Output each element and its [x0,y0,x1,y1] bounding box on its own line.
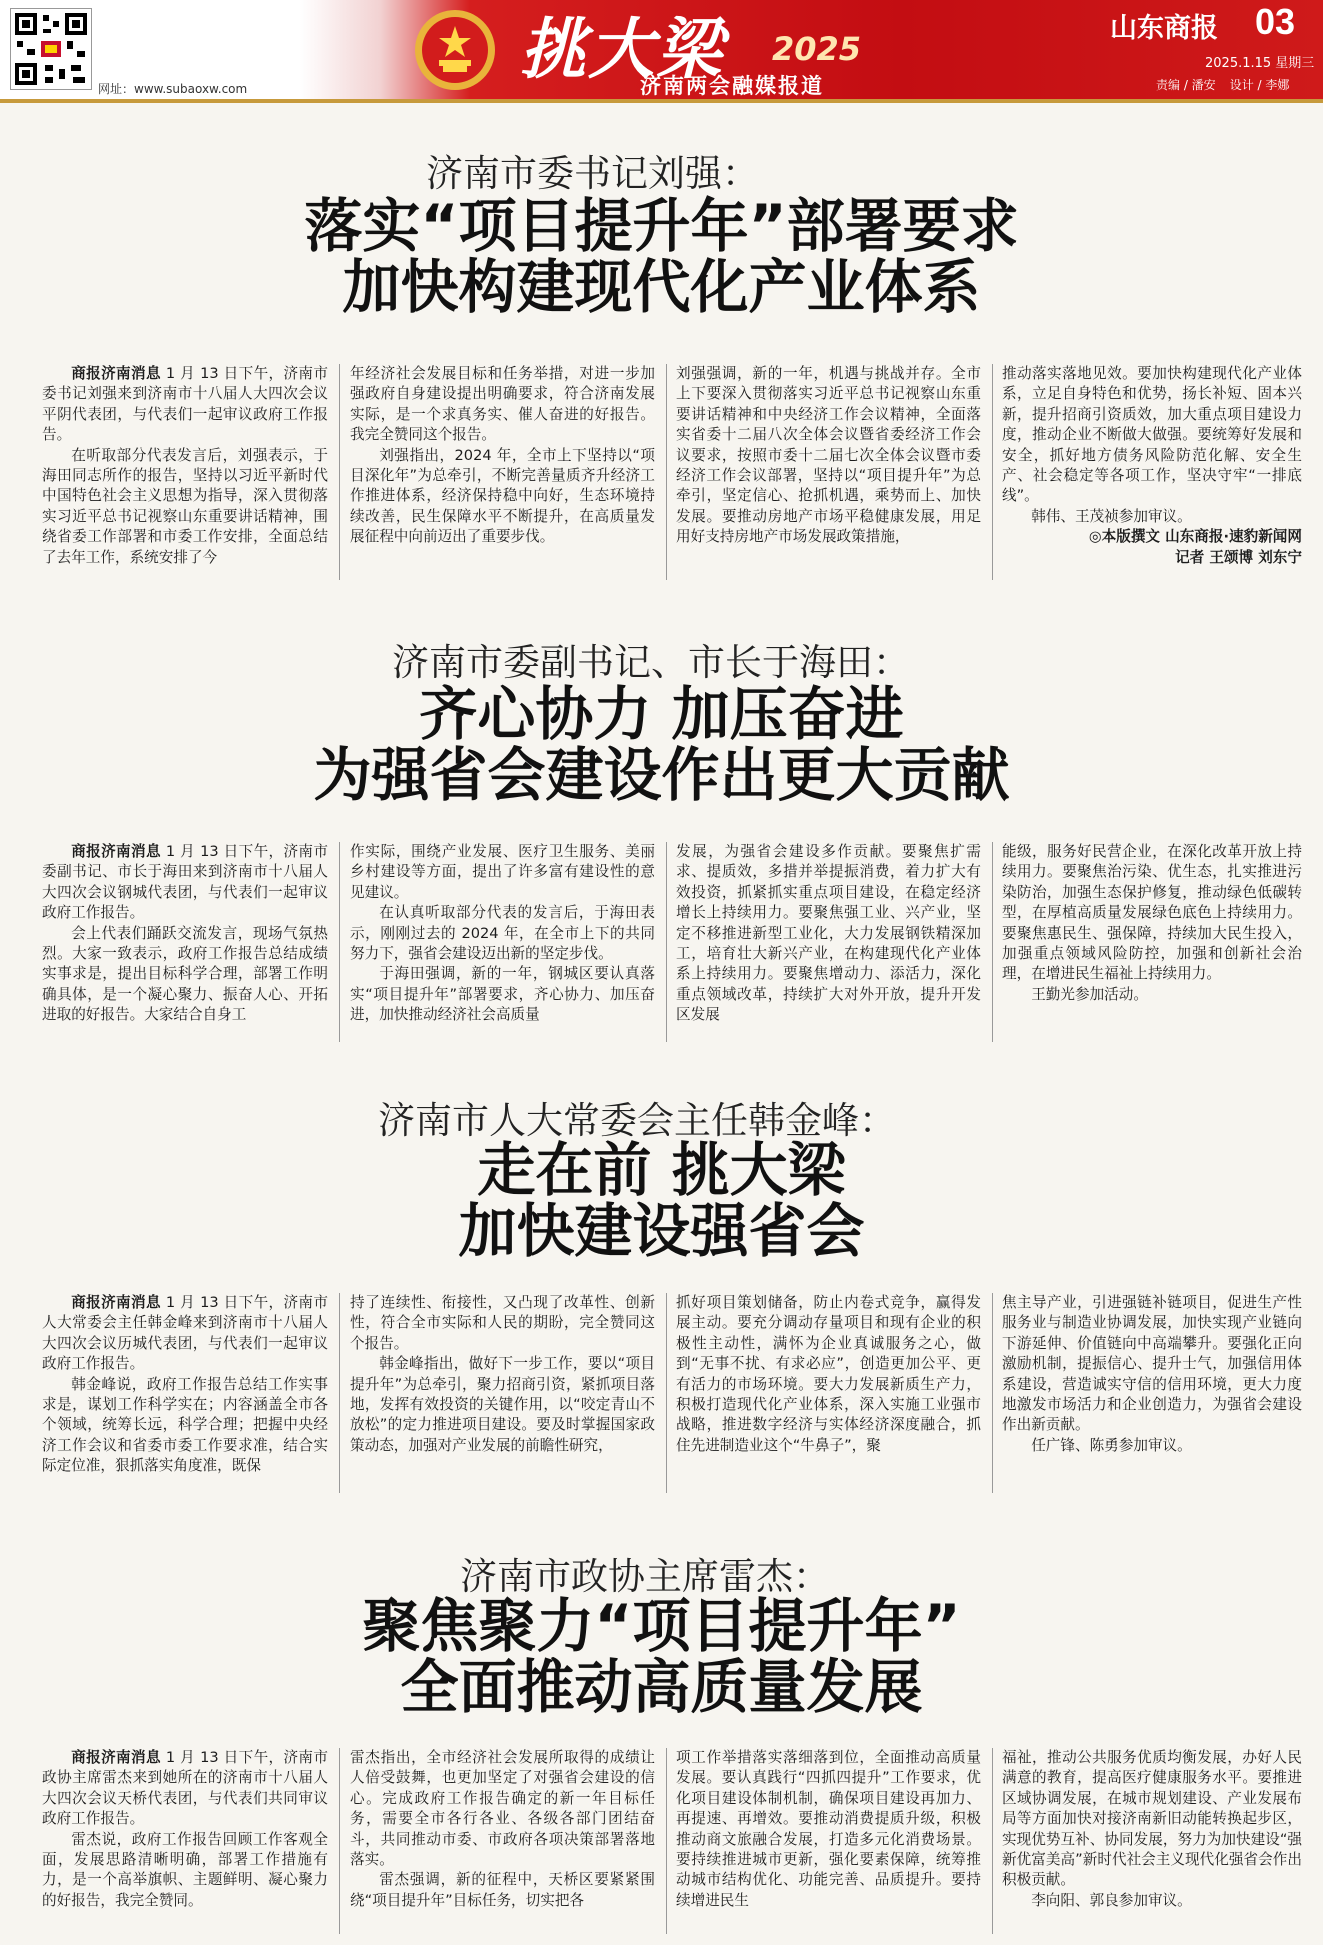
column-text [1002,1748,1302,1911]
body-paragraph: 王勤光参加活动。 [1031,985,1148,1003]
column-text [1002,364,1302,527]
headline-line-2: 加快构建现代化产业体系 [342,253,981,322]
body-column-3 [676,1748,981,1938]
column-divider [339,842,340,1042]
headline-line-1: 落实“项目提升年”部署要求 [304,192,1019,260]
body-paragraph: 发展，为强省会建设多作贡献。要聚焦扩需求、提质效，多措并举提振消费，着力扩大有效投资，抓紧抓实重点项目建设，在稳定经济增长上持续用力。要聚焦强工业、兴产业，坚定不移推进新型工业化，大力发展钢铁精深加工，培育壮大新兴产业，在构建现代化产业体系上持续用力。要聚焦增动力、添活力，深化重点领域改革，持续扩大对外开放，提升开发区发展 [676,843,981,1024]
column-divider [666,364,667,580]
column-text: 1 月 13 日下午，济南市政协主席雷杰来到她所在的济南市十八届人大四次会议天桥代表团，与代表们共同审议政府工作报告。 [42,1749,328,1828]
body-column-3 [676,364,981,588]
body-paragraph: 韩金峰说，政府工作报告总结工作实事求是，谋划工作科学实在；内容涵盖全市各个领域，统筹长远，科学合理；把握中央经济工作会议和省委市委工作要求准，结合实际定位准，狠抓落实角度准，既保 [42,1375,328,1475]
article-body [12,364,1312,588]
body-paragraph: 刘强强调，新的一年，机遇与挑战并存。全市上下要深入贯彻落实习近平总书记视察山东重要讲话精神和中央经济工作会议精神，全面落实省委十二届八次全体会议暨省委经济工作会议要求，按照市委十二届七次全体会议暨市委经济工作会议部署，坚持以“项目提升年”为总牵引，坚定信心、抢抓机遇，乘势而上、加快发展。要推动房地产市场平稳健康发展，用足用好支持房地产市场发展政策措施， [676,365,981,546]
column-divider [339,364,340,580]
body-paragraph: 韩伟、王茂祯参加审议。 [1031,507,1192,525]
body-paragraph: 韩金峰指出，做好下一步工作，要以“项目提升年”为总牵引，聚力招商引资，紧抓项目落地，发挥有效投资的关键作用，以“咬定青山不放松”的定力推进项目建设。要及时掌握国家政策动态，加强对产业发展的前瞻性研究， [350,1355,655,1454]
body-paragraph: 在听取部分代表发言后，刘强表示，于海田同志所作的报告，坚持以习近平新时代中国特色社会主义思想为指导，深入贯彻落实习近平总书记视察山东重要讲话精神，围绕省委工作部署和市委工作安排，全面总结了去年工作，系统安排了今 [42,446,328,566]
body-paragraph: 作实际，围绕产业发展、医疗卫生服务、美丽乡村建设等方面，提出了许多富有建设性的意见建议。 [350,843,655,901]
column-text: 1 月 13 日下午，济南市人大常委会主任韩金峰来到济南市十八届人大四次会议历城代表团，与代表们一起审议政府工作报告。 [42,1294,328,1373]
column-divider [666,1293,667,1493]
column-divider [992,364,993,580]
byline-line-2: 记者 王颂博 刘东宁 [1175,548,1302,566]
body-paragraph: 抓好项目策划储备，防止内卷式竞争，赢得发展主动。要充分调动存量项目和现有企业的积极性主动性，满怀为企业真诚服务之心，做到“无事不扰、有求必应”，创造更加公平、更有活力的市场环境。要大力发展新质生产力，积极打造现代化产业体系，深入实施工业强市战略，推进数字经济与实体经济深度融合，抓住先进制造业这个“牛鼻子”，聚 [676,1294,981,1454]
article-kicker: 济南市委书记刘强： [426,152,759,195]
lead-source: 商报济南消息 [71,1749,161,1766]
qr-code-icon[interactable] [10,8,92,90]
column-divider [992,1293,993,1493]
masthead [0,0,1323,100]
masthead-rule [0,99,1323,103]
body-column-4 [1002,1748,1302,1938]
column-text [676,1748,981,1911]
headline-line-1: 走在前 挑大梁 [477,1136,846,1204]
column-text [1002,1293,1302,1456]
article-byline [1002,527,1302,568]
brand-title: 挑大梁 [520,10,724,88]
column-text [1002,842,1302,1005]
body-column-4 [1002,1293,1302,1499]
headline-line-1: 齐心协力 加压奋进 [419,680,904,748]
column-divider [339,1748,340,1934]
body-paragraph: 推动落实落地见效。要加快构建现代化产业体系，立足自身特色和优势，扬长补短、固本兴新，提升招商引资质效，加大重点项目建设力度，推动企业不断做大做强。要统筹好发展和安全，抓好地方债务风险防范化解、安全生产、社会稳定等各项工作，坚决守牢“一排底线”。 [1002,365,1302,505]
body-column-2 [350,842,655,1048]
article-body [12,1748,1312,1938]
paper-name: 山东商报 [1110,13,1218,44]
body-column-1 [42,364,328,588]
emblem-icon [413,8,497,92]
byline-line-1: ◎本版撰文 山东商报·速豹新闻网 [1088,528,1302,546]
body-column-1 [42,1293,328,1499]
column-text: 1 月 13 日下午，济南市委副书记、市长于海田来到济南市十八届人大四次会议钢城代表团，与代表们一起审议政府工作报告。 [42,843,328,922]
body-paragraph: 福祉，推动公共服务优质均衡发展，办好人民满意的教育，提高医疗健康服务水平。要推进区域协调发展，在城市规划建设、产业发展布局等方面加快对接济南新旧动能转换起步区，实现优势互补、协同发展，努力为加快建设“强新优富美高”新时代社会主义现代化强省会作出积极贡献。 [1002,1749,1302,1889]
article-kicker: 济南市政协主席雷杰： [460,1555,830,1598]
body-paragraph: 于海田强调，新的一年，钢城区要认真落实“项目提升年”部署要求，齐心协力、加压奋进，加快推动经济社会高质量 [350,965,655,1024]
body-paragraph: 任广锋、陈勇参加审议。 [1031,1436,1192,1454]
body-paragraph: 雷杰强调，新的征程中，天桥区要紧紧围绕“项目提升年”目标任务，切实把各 [350,1871,655,1909]
article-kicker: 济南市委副书记、市长于海田： [392,641,910,684]
body-column-2 [350,364,655,588]
article-headline [0,1592,1323,1722]
brand-subtitle: 济南两会融媒报道 [640,74,824,98]
column-divider [666,1748,667,1934]
body-paragraph: 焦主导产业，引进强链补链项目，促进生产性服务业与制造业协调发展，加快实现产业链向下游延伸、价值链向中高端攀升。要强化正向激励机制，提振信心、提升士气，加强信用体系建设，营造诚实守信的信用环境，更大力度地激发市场活力和企业创造力，为强省会建设作出新贡献。 [1002,1294,1302,1434]
body-paragraph: 李向阳、郭良参加审议。 [1031,1891,1192,1909]
body-column-2 [350,1293,655,1499]
column-divider [992,842,993,1042]
headline-line-1: 聚焦聚力“项目提升年” [362,1592,961,1660]
body-paragraph: 项工作举措落实落细落到位，全面推动高质量发展。要认真践行“四抓四提升”工作要求，优化项目建设体制机制，确保项目建设再加力、再提速、再增效。要推动消费提质升级，积极推动商文旅融合发展，打造多元化消费场景。要持续推进城市更新，强化要素保障，统筹推动城市结构优化、功能完善、品质提升。要持续增进民生 [676,1749,981,1909]
body-column-1 [42,1748,328,1938]
column-text [350,364,655,548]
body-column-4 [1002,364,1302,588]
lead-source: 商报济南消息 [71,843,161,860]
article-body [12,842,1312,1048]
column-text [350,1748,655,1911]
column-text [676,1293,981,1456]
body-column-3 [676,1293,981,1499]
body-paragraph: 雷杰说，政府工作报告回顾工作客观全面，发展思路清晰明确，部署工作措施有力，是一个高举旗帜、主题鲜明、凝心聚力的好报告，我完全赞同。 [42,1830,328,1909]
article-kicker: 济南市人大常委会主任韩金峰： [378,1099,896,1142]
column-divider [666,842,667,1042]
body-column-2 [350,1748,655,1938]
column-text: 1 月 13 日下午，济南市委书记刘强来到济南市十八届人大四次会议平阴代表团，与代表们一起审议政府工作报告。 [42,365,328,444]
column-text [676,364,981,548]
body-paragraph: 年经济社会发展目标和任务举措，对进一步加强政府自身建设提出明确要求，符合济南发展实际，是一个求真务实、催人奋进的好报告。我完全赞同这个报告。 [350,365,655,444]
body-column-4 [1002,842,1302,1048]
editor-name: 责编 / 潘安 [1156,78,1216,92]
column-text [350,842,655,1026]
editor-credits [1156,76,1303,93]
article-body [12,1293,1312,1499]
article-headline [0,1136,1323,1266]
body-column-3 [676,842,981,1048]
brand-year: 2025 [772,30,862,68]
page-number: 03 [1255,1,1296,42]
column-divider [992,1748,993,1934]
headline-line-2: 全面推动高质量发展 [400,1653,923,1722]
column-divider [339,1293,340,1493]
body-paragraph: 会上代表们踊跃交流发言，现场气氛热烈。大家一致表示，政府工作报告总结成绩实事求是，提出目标科学合理，部署工作明确具体，是一个凝心聚力、振奋人心、开拓进取的好报告。大家结合自身工 [42,924,328,1024]
column-text [676,842,981,1026]
lead-source: 商报济南消息 [71,365,161,382]
article-headline [0,192,1323,322]
body-paragraph: 在认真听取部分代表的发言后，于海田表示，刚刚过去的 2024 年，在全市上下的共同努力下，强省会建设迈出新的坚定步伐。 [350,904,655,963]
headline-line-2: 为强省会建设作出更大贡献 [313,741,1010,810]
body-column-1 [42,842,328,1048]
issue-date: 2025.1.15 星期三 [1205,56,1315,71]
body-paragraph: 能级，服务好民营企业，在深化改革开放上持续用力。要聚焦治污染、优生态，扎实推进污染防治，加强生态保护修复，推动绿色低碳转型，在厚植高质量发展绿色底色上持续用力。要聚焦惠民生、强保障，持续加大民生投入，加强重点领域风险防控，加强和创新社会治理，在增进民生福祉上持续用力。 [1002,843,1302,983]
lead-source: 商报济南消息 [71,1294,161,1311]
headline-line-2: 加快建设强省会 [458,1197,865,1266]
body-paragraph: 刘强指出，2024 年，全市上下坚持以“项目深化年”为总牵引，不断完善量质齐升经济工作推进体系，经济保持稳中向好，生态环境持续改善，民生保障水平不断提升，在高质量发展征程中向前迈出了重要步伐。 [350,446,655,546]
column-text [350,1293,655,1456]
body-paragraph: 雷杰指出，全市经济社会发展所取得的成绩让人倍受鼓舞，也更加坚定了对强省会建设的信心。完成政府工作报告确定的新一年目标任务，需要全市各行各业、各级各部门团结奋斗，共同推动市委、市政府各项决策部署落地落实。 [350,1749,655,1869]
website-url[interactable]: 网址：www.subaoxw.com [98,82,248,96]
designer-name: 设计 / 李娜 [1229,78,1290,92]
article-headline [0,680,1323,810]
body-paragraph: 持了连续性、衔接性，又凸现了改革性、创新性，符合全市实际和人民的期盼，完全赞同这个报告。 [350,1294,655,1352]
